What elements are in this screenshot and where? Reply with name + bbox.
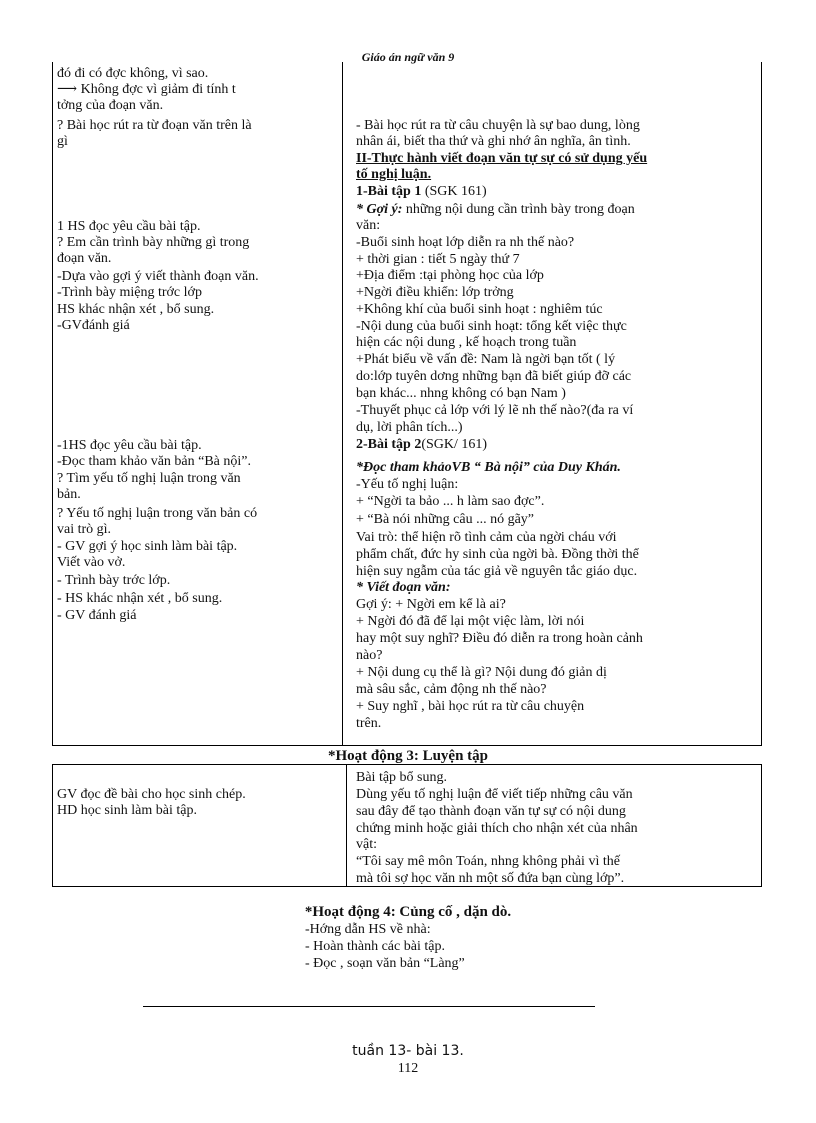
right-text-line: -Nội dung của buổi sinh hoạt: tổng kết việc thực <box>356 319 627 334</box>
left-text-line: - GV đánh giá <box>57 608 137 623</box>
left-text-line: vai trò gì. <box>57 522 112 537</box>
practice-left-line: GV đọc đề bài cho học sinh chép. <box>57 787 246 802</box>
footer-label: tuần 13- bài 13. <box>352 1043 464 1059</box>
practice-right-line: sau đây để tạo thành đoạn văn tự sự có nội dung <box>356 804 626 819</box>
left-text-line: ? Em cần trình bày những gì trong <box>57 235 250 250</box>
left-text-line: đó đi có đợc không, vì sao. <box>57 66 209 81</box>
right-text-line: 1-Bài tập 1 (SGK 161) <box>356 184 487 199</box>
right-text-line: +Phát biểu về vấn đề: Nam là ngời bạn tốt ( lý <box>356 352 616 367</box>
practice-right-line: chứng minh hoặc giải thích cho nhận xét của nhân <box>356 821 638 836</box>
practice-right-line: vật: <box>356 837 377 852</box>
right-text-line: + “Ngời ta bảo ... h làm sao đợc”. <box>356 494 545 509</box>
right-text-line: nhân ái, biết tha thứ và ghi nhớ ân nghĩa, ân tình. <box>356 134 631 149</box>
right-text-line: dụ, lời phân tích...) <box>356 420 463 435</box>
left-text-line: 1 HS đọc yêu cầu bài tập. <box>57 219 201 234</box>
right-text-line: Gợi ý: + Ngời em kể là ai? <box>356 597 506 612</box>
right-text-line: +Không khí của buổi sinh hoạt : nghiêm túc <box>356 302 603 317</box>
left-text-line: HS khác nhận xét , bổ sung. <box>57 302 215 317</box>
page-number: 112 <box>397 1061 419 1076</box>
left-text-line: tởng của đoạn văn. <box>57 98 164 113</box>
left-text-line: -GVđánh giá <box>57 318 130 333</box>
right-text-line: +Ngời điều khiển: lớp trởng <box>356 285 514 300</box>
right-text-line: trên. <box>356 716 382 731</box>
right-text-line: * Viết đoạn văn: <box>356 580 451 595</box>
right-text-line: + Ngời đó đã để lại một việc làm, lời nói <box>356 614 585 629</box>
right-text-line: + “Bà nói những câu ... nó gãy” <box>356 512 534 527</box>
activity-3-title: *Hoạt động 3: Luyện tập <box>327 748 489 764</box>
right-text-line: bạn khác... nhng không có bạn Nam ) <box>356 386 566 401</box>
left-text-line: đoạn văn. <box>57 251 112 266</box>
right-text-line: phẩm chất, đức hy sinh của ngời bà. Đồng thời thể <box>356 547 639 562</box>
left-text-line: - HS khác nhận xét , bổ sung. <box>57 591 223 606</box>
right-text-line: -Thuyết phục cả lớp với lý lẽ nh thế nào?(đa ra ví <box>356 403 634 418</box>
left-text-line: bản. <box>57 487 81 502</box>
right-text-line: hay một suy nghĩ? Điều đó diễn ra trong hoàn cảnh <box>356 631 643 646</box>
right-text-line: - Bài học rút ra từ câu chuyện là sự bao dung, lòng <box>356 118 640 133</box>
right-text-line: -Buổi sinh hoạt lớp diễn ra nh thế nào? <box>356 235 575 250</box>
teacher-student-column <box>53 62 343 745</box>
practice-right-line: Bài tập bổ sung. <box>356 770 447 785</box>
arrow-right-icon: ⟶ <box>57 82 81 97</box>
right-text-line: * Gợi ý: những nội dung cần trình bày trong đoạn <box>356 202 635 217</box>
practice-right-line: mà tôi sợ học văn nh một số đứa bạn cùng lớp”. <box>356 871 625 886</box>
right-text-line: tố nghị luận. <box>356 167 432 182</box>
practice-content-column <box>353 765 760 886</box>
practice-table <box>52 764 762 887</box>
right-text-line: 2-Bài tập 2(SGK/ 161) <box>356 437 488 452</box>
left-text-line: ? Bài học rút ra từ đoạn văn trên là <box>57 118 252 133</box>
right-text-line: II-Thực hành viết đoạn văn tự sự có sử dụng yếu <box>356 151 648 166</box>
right-text-line: + thời gian : tiết 5 ngày thứ 7 <box>356 252 520 267</box>
practice-right-line: “Tôi say mê môn Toán, nhng không phải vì thế <box>356 854 620 869</box>
right-text-line: văn: <box>356 218 381 233</box>
page-header: Giáo án ngữ văn 9 <box>361 50 455 64</box>
left-text-line: ? Tìm yếu tố nghị luận trong văn <box>57 471 241 486</box>
activity-4-item: - Đọc , soạn văn bản “Làng” <box>305 956 465 971</box>
practice-right-line: Dùng yếu tố nghị luận để viết tiếp những câu văn <box>356 787 633 802</box>
content-column <box>353 62 760 745</box>
right-text-line: hiện các nội dung , kế hoạch trong tuần <box>356 335 577 350</box>
left-text-line: ⟶ Không đợc vì giảm đi tính t <box>57 82 236 97</box>
activity-4-item: -Hớng dẫn HS về nhà: <box>305 922 431 937</box>
practice-left-line: HD học sinh làm bài tập. <box>57 803 197 818</box>
right-text-line: Vai trò: thể hiện rõ tình cảm của ngời cháu với <box>356 530 617 545</box>
right-text-line: do:lớp tuyên dơng những bạn đã biết giúp đỡ các <box>356 369 632 384</box>
left-text-line: gì <box>57 134 68 149</box>
activity-4-title: *Hoạt động 4: Củng cố , dặn dò. <box>304 904 512 920</box>
left-text-line: ? Yếu tố nghị luận trong văn bản có <box>57 506 258 521</box>
left-text-line: -Dựa vào gợi ý viết thành đoạn văn. <box>57 269 259 284</box>
divider <box>143 1006 595 1007</box>
right-text-line: hiện suy ngẫm của tác giả về nguyên tắc giáo dục. <box>356 564 638 579</box>
activity-4-item: - Hoàn thành các bài tập. <box>305 939 445 954</box>
right-text-line: *Đọc tham khảoVB “ Bà nội” của Duy Khán. <box>356 460 621 475</box>
right-text-line: mà sâu sắc, cảm động nh thế nào? <box>356 682 547 697</box>
left-text-line: -1HS đọc yêu cầu bài tập. <box>57 438 202 453</box>
left-text-line: -Đọc tham khảo văn bản “Bà nội”. <box>57 454 251 469</box>
lesson-table <box>52 62 762 746</box>
left-text-line: - GV gợi ý học sinh làm bài tập. <box>57 539 238 554</box>
right-text-line: +Địa điểm :tại phòng học của lớp <box>356 268 544 283</box>
practice-teacher-column <box>53 765 347 886</box>
left-text-line: -Trình bày miệng trớc lớp <box>57 285 202 300</box>
right-text-line: -Yếu tố nghị luận: <box>356 477 459 492</box>
right-text-line: + Suy nghĩ , bài học rút ra từ câu chuyện <box>356 699 585 714</box>
left-text-line: - Trình bày trớc lớp. <box>57 573 171 588</box>
right-text-line: nào? <box>356 648 383 663</box>
left-text-line: Viết vào vở. <box>57 555 126 570</box>
right-text-line: + Nội dung cụ thể là gì? Nội dung đó giản dị <box>356 665 607 680</box>
